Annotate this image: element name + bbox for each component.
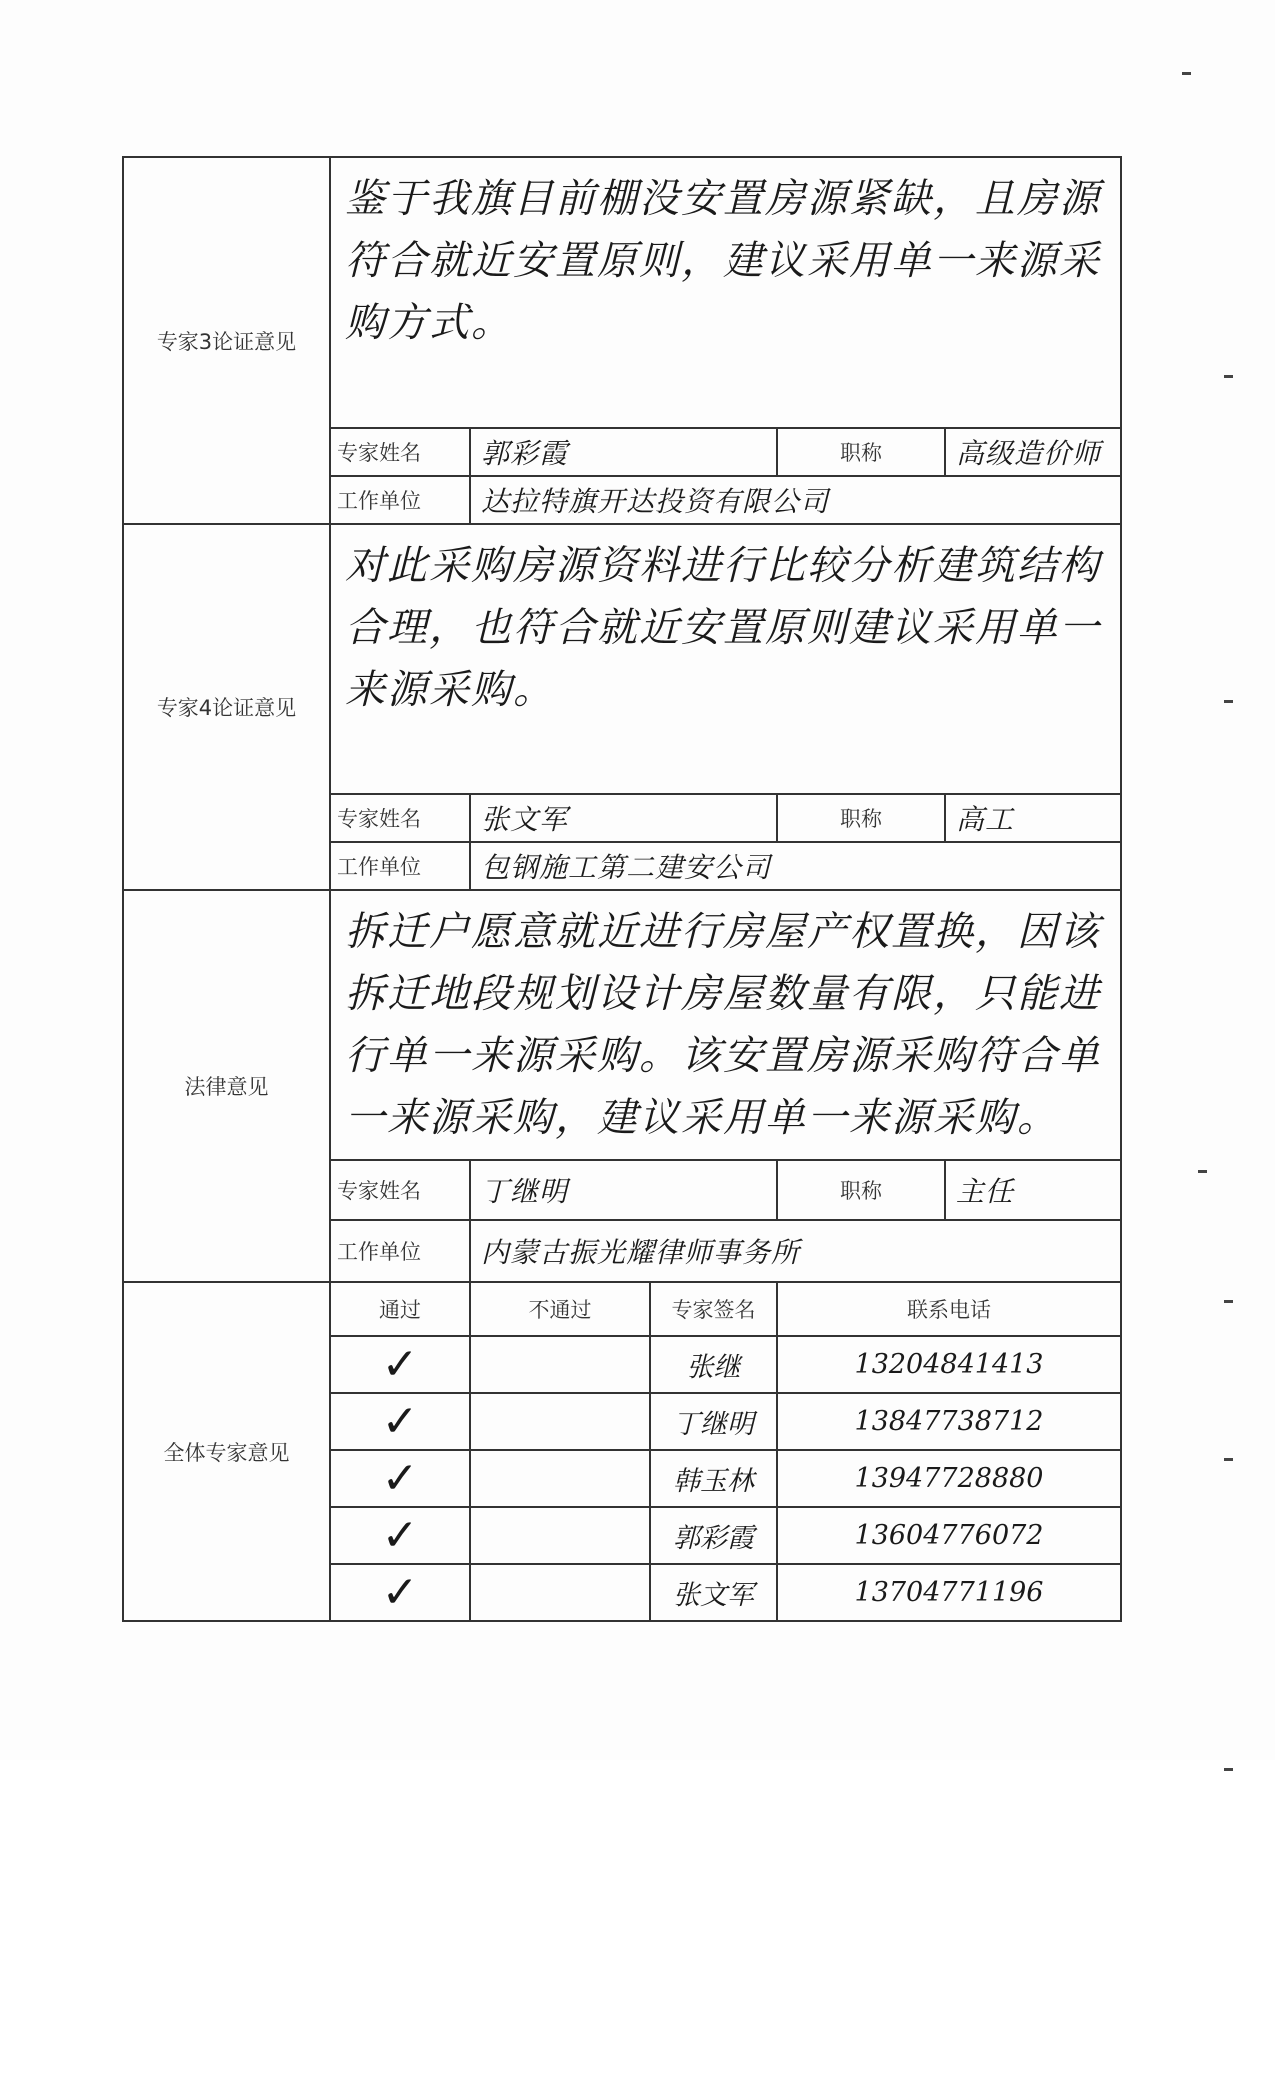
fail-cell: [470, 1450, 650, 1507]
legal-opinion: 拆迁户愿意就近进行房屋产权置换，因该拆迁地段规划设计房屋数量有限，只能进行单一来源采购。该安置房源采购符合单一来源采购，建议采用单一来源采购。: [330, 890, 1121, 1160]
expert3-name-label: 专家姓名: [330, 428, 470, 476]
expert4-opinion: 对此采购房源资料进行比较分析建筑结构合理，也符合就近安置原则建议采用单一来源采购。: [330, 524, 1121, 794]
legal-unit: 内蒙古振光耀律师事务所: [470, 1220, 1121, 1282]
expert3-opinion: 鉴于我旗目前棚没安置房源紧缺，且房源符合就近安置原则，建议采用单一来源采购方式。: [330, 157, 1121, 428]
legal-name: 丁继明: [470, 1160, 777, 1220]
scan-mark: [1224, 1768, 1233, 1771]
expert3-unit-label: 工作单位: [330, 476, 470, 524]
fail-cell: [470, 1564, 650, 1621]
header-fail: 不通过: [470, 1282, 650, 1336]
expert4-name-label: 专家姓名: [330, 794, 470, 842]
legal-name-label: 专家姓名: [330, 1160, 470, 1220]
phone: 13604776072: [777, 1507, 1121, 1564]
expert3-label: 专家3论证意见: [123, 157, 330, 524]
expert4-name: 张文军: [470, 794, 777, 842]
expert4-title-label: 职称: [777, 794, 945, 842]
phone: 13947728880: [777, 1450, 1121, 1507]
expert4-label: 专家4论证意见: [123, 524, 330, 890]
pass-check: ✓: [330, 1564, 470, 1621]
expert4-unit-label: 工作单位: [330, 842, 470, 890]
header-pass: 通过: [330, 1282, 470, 1336]
pass-check: ✓: [330, 1507, 470, 1564]
expert4-unit: 包钢施工第二建安公司: [470, 842, 1121, 890]
scan-mark: [1224, 1300, 1233, 1303]
phone: 13847738712: [777, 1393, 1121, 1450]
signature: 张继: [650, 1336, 777, 1393]
expert3-name: 郭彩霞: [470, 428, 777, 476]
legal-unit-label: 工作单位: [330, 1220, 470, 1282]
phone: 13704771196: [777, 1564, 1121, 1621]
signature: 丁继明: [650, 1393, 777, 1450]
legal-label: 法律意见: [123, 890, 330, 1282]
header-phone: 联系电话: [777, 1282, 1121, 1336]
expert4-title: 高工: [945, 794, 1121, 842]
all-experts-label: 全体专家意见: [123, 1282, 330, 1621]
signature: 郭彩霞: [650, 1507, 777, 1564]
phone: 13204841413: [777, 1336, 1121, 1393]
expert-opinion-form: [122, 156, 1122, 1622]
scan-mark: [1224, 700, 1233, 703]
scan-mark: [1224, 375, 1233, 378]
fail-cell: [470, 1393, 650, 1450]
signature: 韩玉林: [650, 1450, 777, 1507]
fail-cell: [470, 1336, 650, 1393]
legal-title: 主任: [945, 1160, 1121, 1220]
expert3-title-label: 职称: [777, 428, 945, 476]
pass-check: ✓: [330, 1450, 470, 1507]
scan-mark: [1224, 1458, 1233, 1461]
fail-cell: [470, 1507, 650, 1564]
header-sign: 专家签名: [650, 1282, 777, 1336]
signature: 张文军: [650, 1564, 777, 1621]
legal-title-label: 职称: [777, 1160, 945, 1220]
expert3-title: 高级造价师: [945, 428, 1121, 476]
scan-mark: [1182, 72, 1191, 75]
expert3-unit: 达拉特旗开达投资有限公司: [470, 476, 1121, 524]
pass-check: ✓: [330, 1336, 470, 1393]
scan-mark: [1198, 1170, 1207, 1173]
pass-check: ✓: [330, 1393, 470, 1450]
